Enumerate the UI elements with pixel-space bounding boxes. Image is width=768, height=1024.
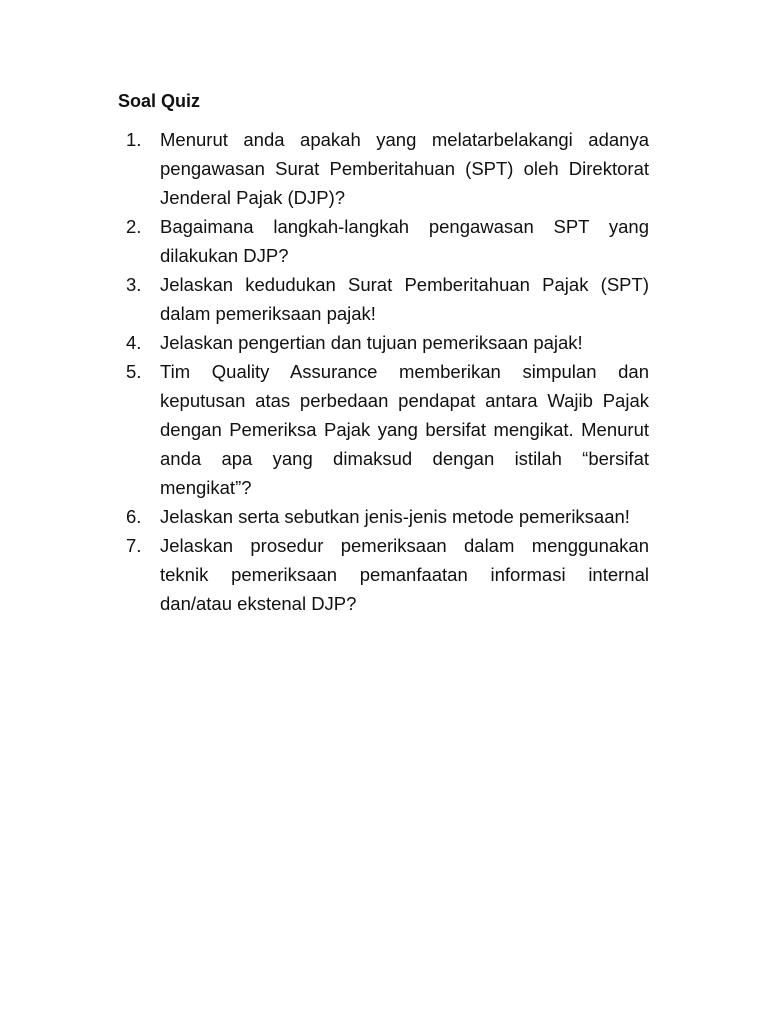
question-number: 2. (126, 216, 142, 237)
question-item (126, 357, 649, 502)
question-text: Jelaskan prosedur pemeriksaan dalam menggunakan teknik pemeriksaan pemanfaatan informasi internal dan/atau ekstenal DJP? (160, 535, 649, 614)
question-text: Tim Quality Assurance memberikan simpulan dan keputusan atas perbedaan pendapat antara Wajib Pajak dengan Pemeriksa Pajak yang bersifat mengikat. Menurut anda apa yang dimaksud dengan istilah “bersifat mengikat”? (160, 361, 649, 498)
question-item (126, 502, 649, 531)
question-number: 6. (126, 506, 142, 527)
question-item (126, 212, 649, 270)
question-item (126, 328, 649, 357)
question-item (126, 270, 649, 328)
question-number: 7. (126, 535, 142, 556)
question-text: Jelaskan kedudukan Surat Pemberitahuan Pajak (SPT) dalam pemeriksaan pajak! (160, 274, 649, 324)
question-number: 5. (126, 361, 142, 382)
question-item (126, 531, 649, 618)
question-item (126, 125, 649, 212)
question-text: Jelaskan pengertian dan tujuan pemeriksaan pajak! (160, 332, 583, 353)
document-title: Soal Quiz (118, 91, 201, 111)
question-number: 1. (126, 129, 142, 150)
question-text: Menurut anda apakah yang melatarbelakangi adanya pengawasan Surat Pemberitahuan (SPT) oleh Direktorat Jenderal Pajak (DJP)? (160, 129, 649, 208)
question-text: Bagaimana langkah-langkah pengawasan SPT yang dilakukan DJP? (160, 216, 649, 266)
question-number: 4. (126, 332, 142, 353)
question-number: 3. (126, 274, 142, 295)
question-list (126, 125, 649, 618)
question-text: Jelaskan serta sebutkan jenis-jenis metode pemeriksaan! (160, 506, 630, 527)
